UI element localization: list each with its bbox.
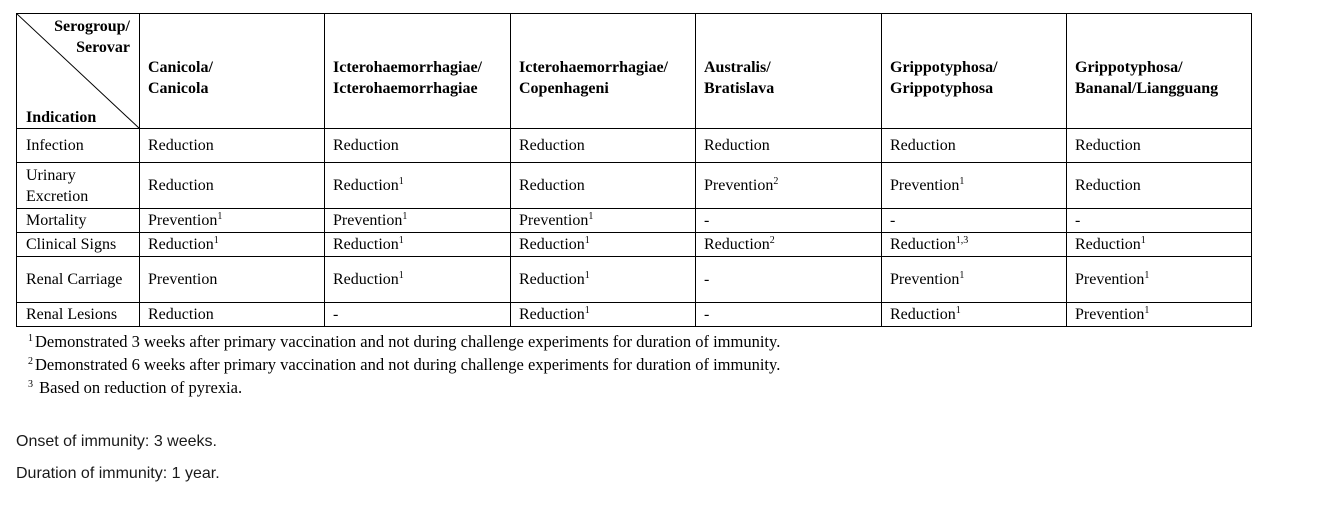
row-label: Mortality — [17, 209, 140, 233]
column-header-line2: Canicola — [148, 80, 209, 97]
table-cell — [696, 257, 882, 303]
cell-value: Reduction — [333, 271, 399, 288]
table-cell — [511, 163, 696, 209]
footnote-marker: 1 — [588, 211, 594, 222]
table-cell — [325, 303, 511, 327]
cell-value: Prevention — [1075, 306, 1145, 323]
table-cell — [696, 129, 882, 163]
table-row — [17, 233, 1252, 257]
cell-value: Prevention — [704, 177, 774, 194]
column-header — [511, 14, 696, 129]
table-body — [17, 129, 1252, 327]
efficacy-table — [16, 13, 1252, 327]
table-cell — [140, 233, 325, 257]
row-label: Renal Carriage — [17, 257, 140, 303]
footnote-marker: 2 — [769, 235, 775, 246]
row-label: Urinary Excretion — [17, 163, 140, 209]
cell-value: - — [704, 306, 710, 323]
table-cell — [140, 129, 325, 163]
cell-value: Reduction — [519, 137, 585, 154]
footnote-3: $^3$ Based on reduction of pyrexia. — [28, 378, 243, 397]
table-cell — [882, 257, 1067, 303]
cell-value: Prevention — [890, 177, 960, 194]
table-cell — [325, 233, 511, 257]
footnote-marker: 2 — [773, 176, 779, 187]
table-cell — [511, 209, 696, 233]
table-cell — [696, 233, 882, 257]
table-cell — [511, 233, 696, 257]
footnote-marker: 1 — [959, 270, 965, 281]
cell-value: Reduction — [704, 236, 770, 253]
table-cell — [1067, 209, 1252, 233]
cell-value: Reduction — [1075, 137, 1141, 154]
column-header-line2: Icterohaemorrhagiae — [333, 80, 478, 97]
column-header-line2: Bratislava — [704, 80, 775, 97]
cell-value: Reduction — [148, 177, 214, 194]
cell-value: - — [333, 306, 339, 323]
footnote-marker: 1 — [398, 176, 404, 187]
table-cell — [511, 257, 696, 303]
cell-value: Prevention — [519, 212, 589, 229]
column-header-line1: Icterohaemorrhagiae/ — [333, 59, 482, 76]
table-cell — [882, 209, 1067, 233]
cell-value: Reduction — [148, 236, 214, 253]
corner-header-cell — [17, 14, 140, 129]
table-cell — [325, 209, 511, 233]
cell-value: Reduction — [148, 306, 214, 323]
cell-value: Prevention — [148, 212, 218, 229]
footnote-marker: 1,3 — [955, 235, 969, 246]
cell-value: Reduction — [890, 236, 956, 253]
column-header-line1: Canicola/ — [148, 59, 213, 76]
table-row — [17, 209, 1252, 233]
table-cell — [140, 257, 325, 303]
row-label: Renal Lesions — [17, 303, 140, 327]
column-header-line1: Grippotyphosa/ — [1075, 59, 1183, 76]
table-cell — [696, 209, 882, 233]
table-cell — [1067, 303, 1252, 327]
footnote-marker: 1 — [959, 176, 965, 187]
table-cell — [1067, 163, 1252, 209]
cell-value: Reduction — [519, 236, 585, 253]
cell-value: Prevention — [333, 212, 403, 229]
column-header-line1: Icterohaemorrhagiae/ — [519, 59, 668, 76]
table-cell — [140, 303, 325, 327]
row-label: Infection — [17, 129, 140, 163]
footnote-marker: 1 — [955, 305, 961, 316]
column-header — [325, 14, 511, 129]
table-cell — [325, 129, 511, 163]
column-header-line1: Grippotyphosa/ — [890, 59, 998, 76]
cell-value: Reduction — [704, 137, 770, 154]
table-cell — [882, 233, 1067, 257]
table-row — [17, 303, 1252, 327]
cell-value: Reduction — [1075, 236, 1141, 253]
table-cell — [511, 303, 696, 327]
table-cell — [325, 257, 511, 303]
column-header-line2: Grippotyphosa — [890, 80, 994, 97]
cell-value: Reduction — [148, 137, 214, 154]
footnote-marker: 1 — [1144, 305, 1150, 316]
footnote-marker: 1 — [398, 270, 404, 281]
column-header — [140, 14, 325, 129]
table-cell — [882, 303, 1067, 327]
cell-value: Prevention — [1075, 271, 1145, 288]
footnote-marker: 1 — [1144, 270, 1150, 281]
cell-value: - — [704, 271, 710, 288]
table-cell — [1067, 257, 1252, 303]
column-header-line2: Bananal/Liangguang — [1075, 80, 1219, 97]
cell-value: Reduction — [333, 137, 399, 154]
table-cell — [1067, 129, 1252, 163]
footnote-marker: 1 — [402, 211, 408, 222]
cell-value: Prevention — [890, 271, 960, 288]
onset-of-immunity: Onset of immunity: 3 weeks. — [16, 433, 217, 450]
cell-value: Reduction — [519, 306, 585, 323]
cell-value: Reduction — [890, 137, 956, 154]
column-header-line1: Australis/ — [704, 59, 771, 76]
table-cell — [1067, 233, 1252, 257]
table-cell — [511, 129, 696, 163]
corner-serogroup-label: Serogroup/ Serovar — [54, 18, 130, 56]
corner-indication-label: Indication — [26, 109, 97, 126]
cell-value: - — [890, 212, 896, 229]
table-cell — [140, 209, 325, 233]
column-header — [882, 14, 1067, 129]
cell-value: Reduction — [519, 177, 585, 194]
footnote-marker: 1 — [213, 235, 219, 246]
footnote-marker: 1 — [1140, 235, 1146, 246]
duration-of-immunity: Duration of immunity: 1 year. — [16, 465, 220, 482]
footnote-marker: 1 — [217, 211, 223, 222]
table-cell — [882, 129, 1067, 163]
table-row — [17, 257, 1252, 303]
cell-value: Reduction — [1075, 177, 1141, 194]
table-cell — [882, 163, 1067, 209]
cell-value: - — [704, 212, 710, 229]
footnote-1: $^1$ Demonstrated 3 weeks after primary vaccination and not during challenge experiments for duration of immunity. — [28, 332, 781, 351]
table-row — [17, 129, 1252, 163]
column-header-line2: Copenhageni — [519, 80, 609, 97]
table-cell — [696, 163, 882, 209]
cell-value: Reduction — [333, 236, 399, 253]
table-cell — [696, 303, 882, 327]
footnote-marker: 1 — [584, 305, 590, 316]
cell-value: Reduction — [519, 271, 585, 288]
footnote-marker: 1 — [584, 235, 590, 246]
footnote-2: $^2$ Demonstrated 6 weeks after primary vaccination and not during challenge experiments for duration of immunity. — [28, 355, 781, 374]
row-label: Clinical Signs — [17, 233, 140, 257]
cell-value: Reduction — [890, 306, 956, 323]
table-row — [17, 163, 1252, 209]
column-header — [696, 14, 882, 129]
footnote-marker: 1 — [398, 235, 404, 246]
footnote-marker: 1 — [584, 270, 590, 281]
table-cell — [325, 163, 511, 209]
cell-value: Reduction — [333, 177, 399, 194]
column-header — [1067, 14, 1252, 129]
table-cell — [140, 163, 325, 209]
cell-value: - — [1075, 212, 1081, 229]
footnotes — [28, 330, 780, 399]
cell-value: Prevention — [148, 271, 218, 288]
